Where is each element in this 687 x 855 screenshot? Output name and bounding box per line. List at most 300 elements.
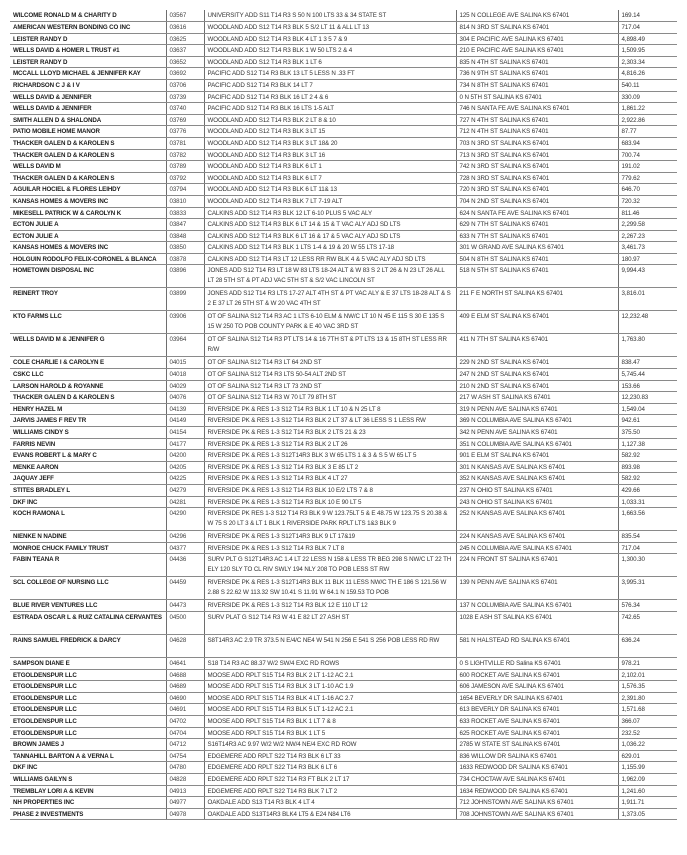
parcel-id-cell: 04691: [166, 704, 204, 716]
tax-amount-cell: 3,461.73: [618, 242, 677, 254]
parcel-id-cell: 03850: [166, 242, 204, 254]
legal-description-cell: WOODLAND ADD S12 T14 R3 BLK 7 LT 7-19 ALT: [204, 195, 456, 207]
legal-description-cell: WOODLAND ADD S12 T14 R3 BLK 6 LT 7: [204, 172, 456, 184]
parcel-id-cell: 04279: [166, 485, 204, 497]
legal-description-cell: CALKINS ADD S12 T14 R3 BLK 6 LT 16 & 17 & 5 VAC ALY ADJ SD LTS: [204, 230, 456, 242]
legal-description-cell: S18 T14 R3 AC 88.37 W/2 SW/4 EXC RD ROWS: [204, 657, 456, 669]
table-row: [10, 149, 677, 161]
owner-name-cell: ECTON JULIE A: [10, 230, 166, 242]
owner-name-cell: ETGOLDENSPUR LLC: [10, 715, 166, 727]
owner-name-cell: NH PROPERTIES INC: [10, 797, 166, 809]
legal-description-cell: EDGEMERE ADD RPLT S22 T14 R3 BLK 6 LT 6: [204, 762, 456, 774]
table-row: [10, 184, 677, 196]
owner-name-cell: ETGOLDENSPUR LLC: [10, 704, 166, 716]
legal-description-cell: MOOSE ADD RPLT S15 T14 R3 BLK 1 LT 5: [204, 727, 456, 739]
owner-name-cell: WELLS DAVID & JENNIFER: [10, 103, 166, 115]
property-address-cell: 703 N 3RD ST SALINA KS 67401: [456, 137, 618, 149]
legal-description-cell: MOOSE ADD RPLT S15 T14 R3 BLK 1 LT 7 & 8: [204, 715, 456, 727]
tax-amount-cell: 742.65: [618, 611, 677, 634]
parcel-id-cell: 03625: [166, 33, 204, 45]
legal-description-cell: RIVERSIDE PK & RES 1-3 S12T14R3 BLK 3 W 65 LTS 1 & 3 & S 5 W 65 LT 5: [204, 450, 456, 462]
parcel-id-cell: 04296: [166, 531, 204, 543]
tax-amount-cell: 683.94: [618, 137, 677, 149]
parcel-id-cell: 04029: [166, 380, 204, 392]
parcel-id-cell: 04500: [166, 611, 204, 634]
owner-name-cell: LARSON HAROLD & ROYANNE: [10, 380, 166, 392]
legal-description-cell: RIVERSIDE PK & RES 1-3 S12 T14 R3 BLK 12 E 110 LT 12: [204, 600, 456, 612]
property-address-cell: 633 ROCKET AVE SALINA KS 67401: [456, 715, 618, 727]
property-address-cell: 624 N SANTA FE AVE SALINA KS 67401: [456, 207, 618, 219]
property-address-cell: 728 N 3RD ST SALINA KS 67401: [456, 172, 618, 184]
table-row: [10, 692, 677, 704]
owner-name-cell: KTO FARMS LLC: [10, 311, 166, 334]
property-address-cell: 1633 REDWOOD DR SALINA KS 67401: [456, 762, 618, 774]
legal-description-cell: S16T14R3 AC 9.97 W/2 W/2 NW/4 NE/4 EXC RD ROW: [204, 739, 456, 751]
table-row: [10, 91, 677, 103]
tax-amount-cell: 153.66: [618, 380, 677, 392]
parcel-id-cell: 03810: [166, 195, 204, 207]
table-row: [10, 45, 677, 57]
parcel-id-cell: 03652: [166, 56, 204, 68]
table-row: [10, 808, 677, 820]
parcel-id-cell: 04628: [166, 634, 204, 657]
owner-name-cell: HENRY HAZEL M: [10, 403, 166, 415]
property-address-cell: 125 N COLLEGE AVE SALINA KS 67401: [456, 10, 618, 22]
property-address-cell: 600 ROCKET AVE SALINA KS 67401: [456, 669, 618, 681]
tax-amount-cell: 4,898.49: [618, 33, 677, 45]
tax-amount-cell: 87.77: [618, 126, 677, 138]
owner-name-cell: THACKER GALEN D & KAROLEN S: [10, 172, 166, 184]
owner-name-cell: JARVIS JAMES F REV TR: [10, 415, 166, 427]
table-row: [10, 288, 677, 311]
legal-description-cell: PACIFIC ADD S12 T14 R3 BLK 16 LT 2 4 & 6: [204, 91, 456, 103]
property-address-cell: 139 N PENN AVE SALINA KS 67401: [456, 577, 618, 600]
legal-description-cell: SURV PLT G S12T14R3 AC 1.4 LT 22 LESS N 158 & LESS TR BEG 298 S NW/C LT 22 TH ELY 120 SLY TO CL RIV SWLY 194 NLY 208 TO POB LESS ST RW: [204, 554, 456, 577]
table-row: [10, 485, 677, 497]
property-tax-table: [10, 10, 677, 820]
parcel-id-cell: 04377: [166, 542, 204, 554]
property-address-cell: 712 N 4TH ST SALINA KS 67401: [456, 126, 618, 138]
parcel-id-cell: 04704: [166, 727, 204, 739]
table-row: [10, 473, 677, 485]
legal-description-cell: EDGEMERE ADD RPLT S22 T14 R3 FT BLK 2 LT 17: [204, 773, 456, 785]
parcel-id-cell: 03833: [166, 207, 204, 219]
table-row: [10, 230, 677, 242]
tax-amount-cell: 811.46: [618, 207, 677, 219]
table-row: [10, 415, 677, 427]
owner-name-cell: FARRIS NEVIN: [10, 438, 166, 450]
owner-name-cell: ETGOLDENSPUR LLC: [10, 669, 166, 681]
table-row: [10, 750, 677, 762]
tax-amount-cell: 720.32: [618, 195, 677, 207]
owner-name-cell: TANNAHILL BARTON A & VERNA L: [10, 750, 166, 762]
parcel-id-cell: 04977: [166, 797, 204, 809]
table-row: [10, 103, 677, 115]
parcel-id-cell: 03792: [166, 172, 204, 184]
tax-amount-cell: 4,816.26: [618, 68, 677, 80]
parcel-id-cell: 04015: [166, 357, 204, 369]
parcel-id-cell: 04018: [166, 369, 204, 381]
table-row: [10, 253, 677, 265]
property-address-cell: 247 N 2ND ST SALINA KS 67401: [456, 369, 618, 381]
owner-name-cell: HOMETOWN DISPOSAL INC: [10, 265, 166, 288]
owner-name-cell: DKF INC: [10, 496, 166, 508]
property-address-cell: 713 N 3RD ST SALINA KS 67401: [456, 149, 618, 161]
legal-description-cell: EDGEMERE ADD RPLT S22 T14 R3 BLK 6 LT 33: [204, 750, 456, 762]
owner-name-cell: STITES BRADLEY L: [10, 485, 166, 497]
legal-description-cell: OAKDALE ADD S13T14R3 BLK4 LT5 & E24 N84 LT6: [204, 808, 456, 820]
property-address-cell: 411 N 7TH ST SALINA KS 67401: [456, 334, 618, 357]
parcel-id-cell: 03706: [166, 79, 204, 91]
property-address-cell: 0 N 5TH ST SALINA KS 67401: [456, 91, 618, 103]
table-row: [10, 369, 677, 381]
legal-description-cell: RIVERSIDE PK & RES 1-3 S12 T14 R3 BLK 2 LTS 21 & 23: [204, 427, 456, 439]
tax-amount-cell: 700.74: [618, 149, 677, 161]
property-address-cell: 237 N OHIO ST SALINA KS 67401: [456, 485, 618, 497]
table-row: [10, 577, 677, 600]
parcel-id-cell: 04139: [166, 403, 204, 415]
table-row: [10, 773, 677, 785]
legal-description-cell: WOODLAND ADD S12 T14 R3 BLK 5 S/2 LT 11 & ALL LT 13: [204, 22, 456, 34]
tax-amount-cell: 1,373.05: [618, 808, 677, 820]
table-row: [10, 207, 677, 219]
legal-description-cell: WOODLAND ADD S12 T14 R3 BLK 6 LT 11& 13: [204, 184, 456, 196]
property-address-cell: 734 N 8TH ST SALINA KS 67401: [456, 79, 618, 91]
table-row: [10, 762, 677, 774]
table-row: [10, 634, 677, 657]
table-row: [10, 542, 677, 554]
tax-amount-cell: 330.09: [618, 91, 677, 103]
property-address-cell: 217 W ASH ST SALINA KS 67401: [456, 392, 618, 404]
table-row: [10, 161, 677, 173]
parcel-id-cell: 03896: [166, 265, 204, 288]
legal-description-cell: RIVERSIDE PK & RES 1-3 S12 T14 R3 BLK 2 LT 37 & LT 36 LESS S 1 LESS RW: [204, 415, 456, 427]
parcel-id-cell: 04689: [166, 681, 204, 693]
table-row: [10, 334, 677, 357]
table-row: [10, 311, 677, 334]
table-row: [10, 669, 677, 681]
property-address-cell: 301 N KANSAS AVE SALINA KS 67401: [456, 461, 618, 473]
parcel-id-cell: 03776: [166, 126, 204, 138]
owner-name-cell: JAQUAY JEFF: [10, 473, 166, 485]
owner-name-cell: PHASE 2 INVESTMENTS: [10, 808, 166, 820]
property-address-cell: 0 S LIGHTVILLE RD Salina KS 67401: [456, 657, 618, 669]
table-row: [10, 265, 677, 288]
tax-amount-cell: 5,745.44: [618, 369, 677, 381]
legal-description-cell: RIVERSIDE PK & RES 1-3 S12T14R3 BLK 11 BLK 11 LESS NW/C TH E 186 S 121.56 W 2.88 S 22.62 W 113.32 SW 10.41 S 11.91 W 64.1 N 159.53 TO POB: [204, 577, 456, 600]
property-address-cell: 633 N 7TH ST SALINA KS 67401: [456, 230, 618, 242]
owner-name-cell: TREMBLAY LORI A & KEVIN: [10, 785, 166, 797]
parcel-id-cell: 04459: [166, 577, 204, 600]
property-address-cell: 224 N KANSAS AVE SALINA KS 67401: [456, 531, 618, 543]
tax-amount-cell: 646.70: [618, 184, 677, 196]
tax-amount-cell: 942.61: [618, 415, 677, 427]
legal-description-cell: CALKINS ADD S12 T14 R3 BLK 6 LT 14 & 15 & T VAC ALY ADJ SD LTS: [204, 219, 456, 231]
legal-description-cell: WOODLAND ADD S12 T14 R3 BLK 1 LT 6: [204, 56, 456, 68]
legal-description-cell: WOODLAND ADD S12 T14 R3 BLK 4 LT 1 3 5 7 & 9: [204, 33, 456, 45]
tax-amount-cell: 9,994.43: [618, 265, 677, 288]
legal-description-cell: PACIFIC ADD S12 T14 R3 BLK 13 LT 5 LESS N .33 FT: [204, 68, 456, 80]
legal-description-cell: SURV PLAT G S12 T14 R3 W 41 E 82 LT 27 ASH ST: [204, 611, 456, 634]
table-row: [10, 114, 677, 126]
table-row: [10, 33, 677, 45]
table-row: [10, 380, 677, 392]
tax-amount-cell: 2,102.01: [618, 669, 677, 681]
property-address-cell: 369 N COLUMBIA AVE SALINA KS 67401: [456, 415, 618, 427]
tax-amount-cell: 375.50: [618, 427, 677, 439]
tax-amount-cell: 2,391.80: [618, 692, 677, 704]
tax-amount-cell: 1,155.99: [618, 762, 677, 774]
parcel-id-cell: 03794: [166, 184, 204, 196]
legal-description-cell: CALKINS ADD S12 T14 R3 BLK 1 LTS 1-4 & 19 & 20 W 55 LTS 17-18: [204, 242, 456, 254]
property-address-cell: 1634 REDWOOD DR SALINA KS 67401: [456, 785, 618, 797]
legal-description-cell: PACIFIC ADD S12 T14 R3 BLK 14 LT 7: [204, 79, 456, 91]
property-address-cell: 210 N 2ND ST SALINA KS 67401: [456, 380, 618, 392]
parcel-id-cell: 04828: [166, 773, 204, 785]
parcel-id-cell: 03781: [166, 137, 204, 149]
tax-amount-cell: 540.11: [618, 79, 677, 91]
table-row: [10, 496, 677, 508]
property-address-cell: 301 W GRAND AVE SALINA KS 67401: [456, 242, 618, 254]
tax-amount-cell: 1,127.38: [618, 438, 677, 450]
parcel-id-cell: 03740: [166, 103, 204, 115]
legal-description-cell: JONES ADD S12 T14 R3 LT 18 W 83 LTS 18-24 ALT & W 83 S 2 LT 26 & N 23 LT 26 ALL LT 28 5TH ST & PT ADJ VAC 5TH ST & S/2 VAC LINCOLN ST: [204, 265, 456, 288]
tax-amount-cell: 576.34: [618, 600, 677, 612]
legal-description-cell: RIVERSIDE PK & RES 1-3 S12 T14 R3 BLK 10 E/2 LTS 7 & 8: [204, 485, 456, 497]
parcel-id-cell: 04754: [166, 750, 204, 762]
property-address-cell: 518 N 5TH ST SALINA KS 67401: [456, 265, 618, 288]
property-address-cell: 901 E ELM ST SALINA KS 67401: [456, 450, 618, 462]
property-address-cell: 613 BEVERLY DR SALINA KS 67401: [456, 704, 618, 716]
owner-name-cell: FABIN TEANA R: [10, 554, 166, 577]
tax-amount-cell: 180.97: [618, 253, 677, 265]
parcel-id-cell: 04702: [166, 715, 204, 727]
tax-amount-cell: 2,922.86: [618, 114, 677, 126]
table-row: [10, 56, 677, 68]
tax-amount-cell: 1,861.22: [618, 103, 677, 115]
property-address-cell: 252 N KANSAS AVE SALINA KS 67401: [456, 508, 618, 531]
owner-name-cell: PATIO MOBILE HOME MANOR: [10, 126, 166, 138]
parcel-id-cell: 03782: [166, 149, 204, 161]
table-row: [10, 739, 677, 751]
table-row: [10, 450, 677, 462]
property-address-cell: 2785 W STATE ST SALINA KS 67401: [456, 739, 618, 751]
property-address-cell: 712 JOHNSTOWN AVE SALINA KS 67401: [456, 797, 618, 809]
owner-name-cell: MONROE CHUCK FAMILY TRUST: [10, 542, 166, 554]
owner-name-cell: CSKC LLC: [10, 369, 166, 381]
legal-description-cell: MOOSE ADD RPLT S15 T14 R3 BLK 4 LT 1-16 AC 2.7: [204, 692, 456, 704]
owner-name-cell: EVANS ROBERT L & MARY C: [10, 450, 166, 462]
tax-amount-cell: 12,230.83: [618, 392, 677, 404]
legal-description-cell: OT OF SALINA S12 T14 R3 AC 1 LTS 6-10 ELM & NW/C LT 10 N 45 E 115 S 30 E 135 S 15 W 250 TO POB COUNTY PARK & E 40 VAC 3RD ST: [204, 311, 456, 334]
tax-amount-cell: 582.92: [618, 450, 677, 462]
tax-amount-cell: 366.07: [618, 715, 677, 727]
owner-name-cell: KANSAS HOMES & MOVERS INC: [10, 195, 166, 207]
owner-name-cell: SAMPSON DIANE E: [10, 657, 166, 669]
parcel-id-cell: 03789: [166, 161, 204, 173]
owner-name-cell: ECTON JULIE A: [10, 219, 166, 231]
owner-name-cell: MIKESELL PATRICK W & CAROLYN K: [10, 207, 166, 219]
owner-name-cell: BLUE RIVER VENTURES LLC: [10, 600, 166, 612]
property-address-cell: 708 JOHNSTOWN AVE SALINA KS 67401: [456, 808, 618, 820]
legal-description-cell: RIVERSIDE PK & RES 1-3 S12 T14 R3 BLK 1 LT 10 & N 25 LT 8: [204, 403, 456, 415]
tax-amount-cell: 1,571.68: [618, 704, 677, 716]
parcel-id-cell: 04076: [166, 392, 204, 404]
table-row: [10, 219, 677, 231]
property-address-cell: 137 N COLUMBIA AVE SALINA KS 67401: [456, 600, 618, 612]
legal-description-cell: RIVERSIDE PK & RES 1-3 S12 T14 R3 BLK 10 E 90 LT 5: [204, 496, 456, 508]
legal-description-cell: CALKINS ADD S12 T14 R3 LT 12 LESS RR RW BLK 4 & 5 VAC ALY ADJ SD LTS: [204, 253, 456, 265]
property-address-cell: 352 N KANSAS AVE SALINA KS 67401: [456, 473, 618, 485]
legal-description-cell: OT OF SALINA S12 T14 R3 LTS 50-54 ALT 2ND ST: [204, 369, 456, 381]
property-address-cell: 720 N 3RD ST SALINA KS 67401: [456, 184, 618, 196]
parcel-id-cell: 04177: [166, 438, 204, 450]
owner-name-cell: LEISTER RANDY D: [10, 33, 166, 45]
owner-name-cell: SCL COLLEGE OF NURSING LLC: [10, 577, 166, 600]
property-address-cell: 727 N 4TH ST SALINA KS 67401: [456, 114, 618, 126]
owner-name-cell: AMERICAN WESTERN BONDING CO INC: [10, 22, 166, 34]
parcel-id-cell: 04688: [166, 669, 204, 681]
owner-name-cell: KOCH RAMONA L: [10, 508, 166, 531]
owner-name-cell: KANSAS HOMES & MOVERS INC: [10, 242, 166, 254]
legal-description-cell: OT OF SALINA S12 T14 R3 LT 73 2ND ST: [204, 380, 456, 392]
legal-description-cell: OT OF SALINA S12 T14 R3 W 70 LT 79 8TH ST: [204, 392, 456, 404]
property-address-cell: 581 N HALSTEAD RD SALINA KS 67401: [456, 634, 618, 657]
parcel-id-cell: 04690: [166, 692, 204, 704]
owner-name-cell: THACKER GALEN D & KAROLEN S: [10, 137, 166, 149]
table-row: [10, 727, 677, 739]
tax-amount-cell: 2,303.34: [618, 56, 677, 68]
tax-amount-cell: 232.52: [618, 727, 677, 739]
legal-description-cell: S8T14R3 AC 2.9 TR 373.5 N E/4/C NE4 W 541 N 256 E 541 S 256 POB LESS RD RW: [204, 634, 456, 657]
legal-description-cell: MOOSE ADD RPLT S15 T14 R3 BLK 5 LT 1-12 AC 2.1: [204, 704, 456, 716]
property-address-cell: 504 N 8TH ST SALINA KS 67401: [456, 253, 618, 265]
legal-description-cell: JONES ADD S12 T14 R3 LTS 17-27 ALT 4TH ST & PT VAC ALY & E 37 LTS 18-28 ALT & S 2 E 37 LT 26 5TH ST & W 20 VAC 4TH ST: [204, 288, 456, 311]
owner-name-cell: WELLS DAVID & JENNIFER: [10, 91, 166, 103]
owner-name-cell: WILLIAMS GAILYN S: [10, 773, 166, 785]
owner-name-cell: DKF INC: [10, 762, 166, 774]
table-row: [10, 785, 677, 797]
parcel-id-cell: 03769: [166, 114, 204, 126]
owner-name-cell: ESTRADA OSCAR L & RUIZ CATALINA CERVANTES: [10, 611, 166, 634]
property-address-cell: 814 N 3RD ST SALINA KS 67401: [456, 22, 618, 34]
property-address-cell: 742 N 3RD ST SALINA KS 67401: [456, 161, 618, 173]
parcel-id-cell: 03899: [166, 288, 204, 311]
owner-name-cell: ETGOLDENSPUR LLC: [10, 692, 166, 704]
tax-amount-cell: 835.54: [618, 531, 677, 543]
owner-name-cell: COLE CHARLIE I & CAROLYN E: [10, 357, 166, 369]
table-row: [10, 611, 677, 634]
owner-name-cell: THACKER GALEN D & KAROLEN S: [10, 392, 166, 404]
tax-amount-cell: 1,763.80: [618, 334, 677, 357]
parcel-id-cell: 03616: [166, 22, 204, 34]
legal-description-cell: WOODLAND ADD S12 T14 R3 BLK 6 LT 1: [204, 161, 456, 173]
table-row: [10, 195, 677, 207]
parcel-id-cell: 03964: [166, 334, 204, 357]
table-row: [10, 10, 677, 22]
table-row: [10, 657, 677, 669]
table-row: [10, 797, 677, 809]
tax-amount-cell: 12,232.48: [618, 311, 677, 334]
legal-description-cell: RIVERSIDE PK & RES 1-3 S12 T14 R3 BLK 3 E 85 LT 2: [204, 461, 456, 473]
owner-name-cell: REINERT TROY: [10, 288, 166, 311]
parcel-id-cell: 03906: [166, 311, 204, 334]
property-address-cell: 224 N FRONT ST SALINA KS 67401: [456, 554, 618, 577]
owner-name-cell: WILCOME RONALD M & CHARITY D: [10, 10, 166, 22]
table-row: [10, 681, 677, 693]
owner-name-cell: WELLS DAVID M: [10, 161, 166, 173]
legal-description-cell: MOOSE ADD RPLT S15 T14 R3 BLK 2 LT 1-12 AC 2.1: [204, 669, 456, 681]
property-address-cell: 736 N 9TH ST SALINA KS 67401: [456, 68, 618, 80]
table-row: [10, 242, 677, 254]
table-row: [10, 22, 677, 34]
owner-name-cell: BROWN JAMES J: [10, 739, 166, 751]
property-address-cell: 243 N OHIO ST SALINA KS 67401: [456, 496, 618, 508]
legal-description-cell: RIVERSIDE PK & RES 1-3 S12 T14 R3 BLK 2 LT 26: [204, 438, 456, 450]
tax-amount-cell: 978.21: [618, 657, 677, 669]
tax-amount-cell: 717.04: [618, 542, 677, 554]
table-row: [10, 600, 677, 612]
legal-description-cell: WOODLAND ADD S12 T14 R3 BLK 3 LT 16: [204, 149, 456, 161]
parcel-id-cell: 04290: [166, 508, 204, 531]
tax-amount-cell: 838.47: [618, 357, 677, 369]
owner-name-cell: MCCALL LLOYD MICHAEL & JENNIFER KAY: [10, 68, 166, 80]
legal-description-cell: PACIFIC ADD S12 T14 R3 BLK 16 LTS 1-5 ALT: [204, 103, 456, 115]
owner-name-cell: SMITH ALLEN D & SHALONDA: [10, 114, 166, 126]
parcel-id-cell: 04641: [166, 657, 204, 669]
legal-description-cell: EDGEMERE ADD RPLT S22 T14 R3 BLK 7 LT 2: [204, 785, 456, 797]
tax-amount-cell: 1,036.22: [618, 739, 677, 751]
table-row: [10, 172, 677, 184]
property-address-cell: 409 E ELM ST SALINA KS 67401: [456, 311, 618, 334]
parcel-id-cell: 04200: [166, 450, 204, 462]
tax-amount-cell: 2,267.23: [618, 230, 677, 242]
parcel-id-cell: 04436: [166, 554, 204, 577]
owner-name-cell: WILLIAMS CINDY S: [10, 427, 166, 439]
tax-amount-cell: 1,663.56: [618, 508, 677, 531]
table-row: [10, 357, 677, 369]
table-row: [10, 438, 677, 450]
tax-amount-cell: 582.92: [618, 473, 677, 485]
parcel-id-cell: 04154: [166, 427, 204, 439]
parcel-id-cell: 04205: [166, 461, 204, 473]
property-address-cell: 835 N 4TH ST SALINA KS 67401: [456, 56, 618, 68]
owner-name-cell: ETGOLDENSPUR LLC: [10, 727, 166, 739]
tax-amount-cell: 1,576.35: [618, 681, 677, 693]
owner-name-cell: RICHARDSON C J & I V: [10, 79, 166, 91]
parcel-id-cell: 04978: [166, 808, 204, 820]
tax-amount-cell: 1,241.60: [618, 785, 677, 797]
property-address-cell: 1654 BEVERLY DR SALINA KS 67401: [456, 692, 618, 704]
property-address-cell: 304 E PACIFIC AVE SALINA KS 67401: [456, 33, 618, 45]
owner-name-cell: WELLS DAVID & HOMER L TRUST #1: [10, 45, 166, 57]
property-address-cell: 211 F E NORTH ST SALINA KS 67401: [456, 288, 618, 311]
tax-amount-cell: 779.62: [618, 172, 677, 184]
table-row: [10, 715, 677, 727]
owner-name-cell: ETGOLDENSPUR LLC: [10, 681, 166, 693]
legal-description-cell: WOODLAND ADD S12 T14 R3 BLK 1 W 50 LTS 2 & 4: [204, 45, 456, 57]
tax-amount-cell: 636.24: [618, 634, 677, 657]
table-row: [10, 126, 677, 138]
tax-amount-cell: 191.02: [618, 161, 677, 173]
property-address-cell: 746 N SANTA FE AVE SALINA KS 67401: [456, 103, 618, 115]
property-address-cell: 836 WILLOW DR SALINA KS 67401: [456, 750, 618, 762]
legal-description-cell: WOODLAND ADD S12 T14 R3 BLK 3 LT 18& 20: [204, 137, 456, 149]
tax-amount-cell: 3,816.01: [618, 288, 677, 311]
property-address-cell: 625 ROCKET AVE SALINA KS 67401: [456, 727, 618, 739]
owner-name-cell: AGUILAR HOCIEL & FLORES LEIHDY: [10, 184, 166, 196]
property-address-cell: 351 N COLUMBIA AVE SALINA KS 67401: [456, 438, 618, 450]
